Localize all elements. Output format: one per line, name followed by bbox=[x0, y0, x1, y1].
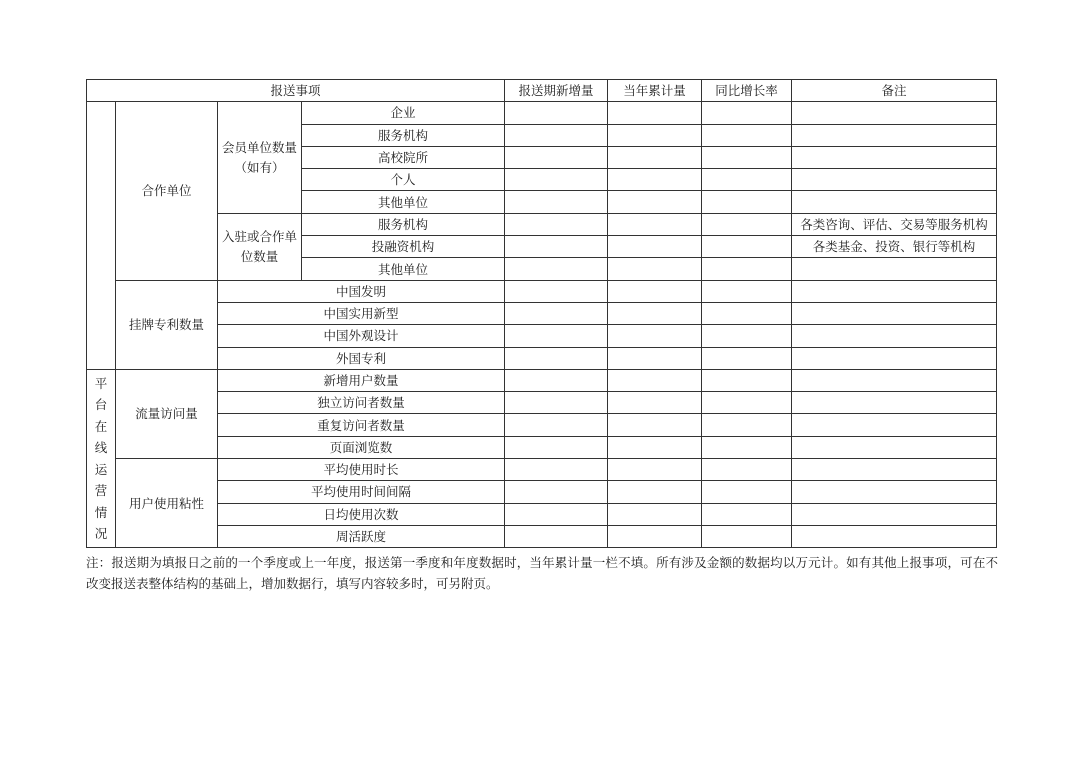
table-row bbox=[87, 325, 997, 347]
cell-total[interactable] bbox=[608, 503, 702, 525]
cell-remark[interactable] bbox=[792, 191, 997, 213]
cell-yoy[interactable] bbox=[702, 414, 792, 436]
cell-total[interactable] bbox=[608, 481, 702, 503]
cell-total[interactable] bbox=[608, 347, 702, 369]
cell-remark[interactable] bbox=[792, 347, 997, 369]
cell-total[interactable] bbox=[608, 392, 702, 414]
row-label-cn-invention: 中国发明 bbox=[218, 280, 505, 302]
cell-yoy[interactable] bbox=[702, 236, 792, 258]
cell-total[interactable] bbox=[608, 102, 702, 124]
table-row bbox=[87, 369, 997, 391]
header-yoy-growth: 同比增长率 bbox=[702, 80, 792, 102]
cell-yoy[interactable] bbox=[702, 302, 792, 324]
section-online-operation bbox=[87, 369, 116, 547]
header-remarks: 备注 bbox=[792, 80, 997, 102]
cell-total[interactable] bbox=[608, 258, 702, 280]
header-year-total: 当年累计量 bbox=[608, 80, 702, 102]
cell-new[interactable] bbox=[505, 459, 608, 481]
cell-remark[interactable] bbox=[792, 280, 997, 302]
table-row bbox=[87, 503, 997, 525]
cell-new[interactable] bbox=[505, 213, 608, 235]
cell-total[interactable] bbox=[608, 213, 702, 235]
cell-new[interactable] bbox=[505, 236, 608, 258]
cell-new[interactable] bbox=[505, 102, 608, 124]
cell-total[interactable] bbox=[608, 124, 702, 146]
cell-remark[interactable] bbox=[792, 503, 997, 525]
cell-total[interactable] bbox=[608, 146, 702, 168]
cell-remark[interactable] bbox=[792, 369, 997, 391]
row-label-daily-usage-count: 日均使用次数 bbox=[218, 503, 505, 525]
cell-remark[interactable] bbox=[792, 414, 997, 436]
footnote: 注：报送期为填报日之前的一个季度或上一年度，报送第一季度和年度数据时，当年累计量一栏不填。所有涉及金额的数据均以万元计。如有其他上报事项，可在不改变报送表整体结构的基础上，增加数据行，填写内容较多时，可另附页。 bbox=[86, 555, 998, 591]
cell-yoy[interactable] bbox=[702, 392, 792, 414]
report-table bbox=[86, 79, 997, 548]
row-label-service-org: 服务机构 bbox=[302, 124, 505, 146]
cell-new[interactable] bbox=[505, 481, 608, 503]
row-label-enterprise: 企业 bbox=[302, 102, 505, 124]
cell-total[interactable] bbox=[608, 280, 702, 302]
cell-new[interactable] bbox=[505, 124, 608, 146]
cell-total[interactable] bbox=[608, 414, 702, 436]
table-row bbox=[87, 481, 997, 503]
header-item: 报送事项 bbox=[87, 80, 505, 102]
cell-new[interactable] bbox=[505, 347, 608, 369]
cell-new[interactable] bbox=[505, 392, 608, 414]
cell-yoy[interactable] bbox=[702, 325, 792, 347]
group-traffic: 流量访问量 bbox=[116, 369, 218, 458]
table-row bbox=[87, 280, 997, 302]
row-label-investment-org: 投融资机构 bbox=[302, 236, 505, 258]
cell-new[interactable] bbox=[505, 325, 608, 347]
cell-yoy[interactable] bbox=[702, 169, 792, 191]
row-label-individual: 个人 bbox=[302, 169, 505, 191]
row-label-repeat-visitors: 重复访问者数量 bbox=[218, 414, 505, 436]
cell-total[interactable] bbox=[608, 302, 702, 324]
cell-new[interactable] bbox=[505, 414, 608, 436]
group-cooperation: 合作单位 bbox=[116, 102, 218, 280]
row-label-other-unit-2: 其他单位 bbox=[302, 258, 505, 280]
header-new-increase: 报送期新增量 bbox=[505, 80, 608, 102]
table-row bbox=[87, 525, 997, 547]
cell-total[interactable] bbox=[608, 369, 702, 391]
cell-new[interactable] bbox=[505, 146, 608, 168]
cell-new[interactable] bbox=[505, 369, 608, 391]
table-row bbox=[87, 213, 997, 235]
group-stickiness: 用户使用粘性 bbox=[116, 459, 218, 548]
cell-remark[interactable] bbox=[792, 124, 997, 146]
cell-remark[interactable] bbox=[792, 146, 997, 168]
table-row bbox=[87, 102, 997, 124]
section-blank-cell bbox=[87, 102, 116, 370]
cell-new[interactable] bbox=[505, 169, 608, 191]
cell-total[interactable] bbox=[608, 169, 702, 191]
cell-yoy[interactable] bbox=[702, 481, 792, 503]
cell-new[interactable] bbox=[505, 436, 608, 458]
group-member-count: 会员单位数量（如有） bbox=[218, 102, 302, 213]
cell-yoy[interactable] bbox=[702, 369, 792, 391]
row-label-cn-design: 中国外观设计 bbox=[218, 325, 505, 347]
row-label-foreign-patent: 外国专利 bbox=[218, 347, 505, 369]
table-row bbox=[87, 436, 997, 458]
row-label-service-org-2: 服务机构 bbox=[302, 213, 505, 235]
section-online-label: 平台在线运营情况 bbox=[94, 375, 108, 542]
cell-remark[interactable] bbox=[792, 525, 997, 547]
cell-new[interactable] bbox=[505, 191, 608, 213]
header-row bbox=[87, 80, 997, 102]
group-patents: 挂牌专利数量 bbox=[116, 280, 218, 369]
cell-yoy[interactable] bbox=[702, 280, 792, 302]
cell-yoy[interactable] bbox=[702, 525, 792, 547]
cell-new[interactable] bbox=[505, 258, 608, 280]
cell-remark[interactable] bbox=[792, 102, 997, 124]
cell-remark[interactable] bbox=[792, 302, 997, 324]
table-row bbox=[87, 392, 997, 414]
cell-new[interactable] bbox=[505, 302, 608, 324]
row-label-cn-utility: 中国实用新型 bbox=[218, 302, 505, 324]
row-label-avg-usage-interval: 平均使用时间间隔 bbox=[218, 481, 505, 503]
table-row bbox=[87, 459, 997, 481]
cell-remark[interactable] bbox=[792, 481, 997, 503]
table-row bbox=[87, 347, 997, 369]
cell-yoy[interactable] bbox=[702, 146, 792, 168]
cell-yoy[interactable] bbox=[702, 102, 792, 124]
table-row bbox=[87, 414, 997, 436]
cell-yoy[interactable] bbox=[702, 347, 792, 369]
row-label-page-views: 页面浏览数 bbox=[218, 436, 505, 458]
cell-total[interactable] bbox=[608, 459, 702, 481]
cell-yoy[interactable] bbox=[702, 436, 792, 458]
cell-new[interactable] bbox=[505, 525, 608, 547]
cell-new[interactable] bbox=[505, 280, 608, 302]
cell-new[interactable] bbox=[505, 503, 608, 525]
cell-remark[interactable] bbox=[792, 169, 997, 191]
group-settled-count: 入驻或合作单位数量 bbox=[218, 213, 302, 280]
cell-total[interactable] bbox=[608, 325, 702, 347]
cell-yoy[interactable] bbox=[702, 459, 792, 481]
cell-total[interactable] bbox=[608, 236, 702, 258]
cell-remark[interactable] bbox=[792, 392, 997, 414]
cell-remark[interactable]: 各类咨询、评估、交易等服务机构 bbox=[792, 213, 997, 235]
cell-remark[interactable] bbox=[792, 459, 997, 481]
table-row bbox=[87, 302, 997, 324]
row-label-avg-usage-time: 平均使用时长 bbox=[218, 459, 505, 481]
row-label-unique-visitors: 独立访问者数量 bbox=[218, 392, 505, 414]
cell-yoy[interactable] bbox=[702, 258, 792, 280]
cell-remark[interactable] bbox=[792, 258, 997, 280]
row-label-new-users: 新增用户数量 bbox=[218, 369, 505, 391]
cell-yoy[interactable] bbox=[702, 213, 792, 235]
cell-remark[interactable] bbox=[792, 325, 997, 347]
cell-total[interactable] bbox=[608, 525, 702, 547]
row-label-other-unit: 其他单位 bbox=[302, 191, 505, 213]
cell-total[interactable] bbox=[608, 436, 702, 458]
cell-yoy[interactable] bbox=[702, 124, 792, 146]
cell-yoy[interactable] bbox=[702, 503, 792, 525]
cell-remark[interactable] bbox=[792, 436, 997, 458]
cell-remark[interactable]: 各类基金、投资、银行等机构 bbox=[792, 236, 997, 258]
row-label-weekly-activity: 周活跃度 bbox=[218, 525, 505, 547]
cell-yoy[interactable] bbox=[702, 191, 792, 213]
row-label-university: 高校院所 bbox=[302, 146, 505, 168]
cell-total[interactable] bbox=[608, 191, 702, 213]
